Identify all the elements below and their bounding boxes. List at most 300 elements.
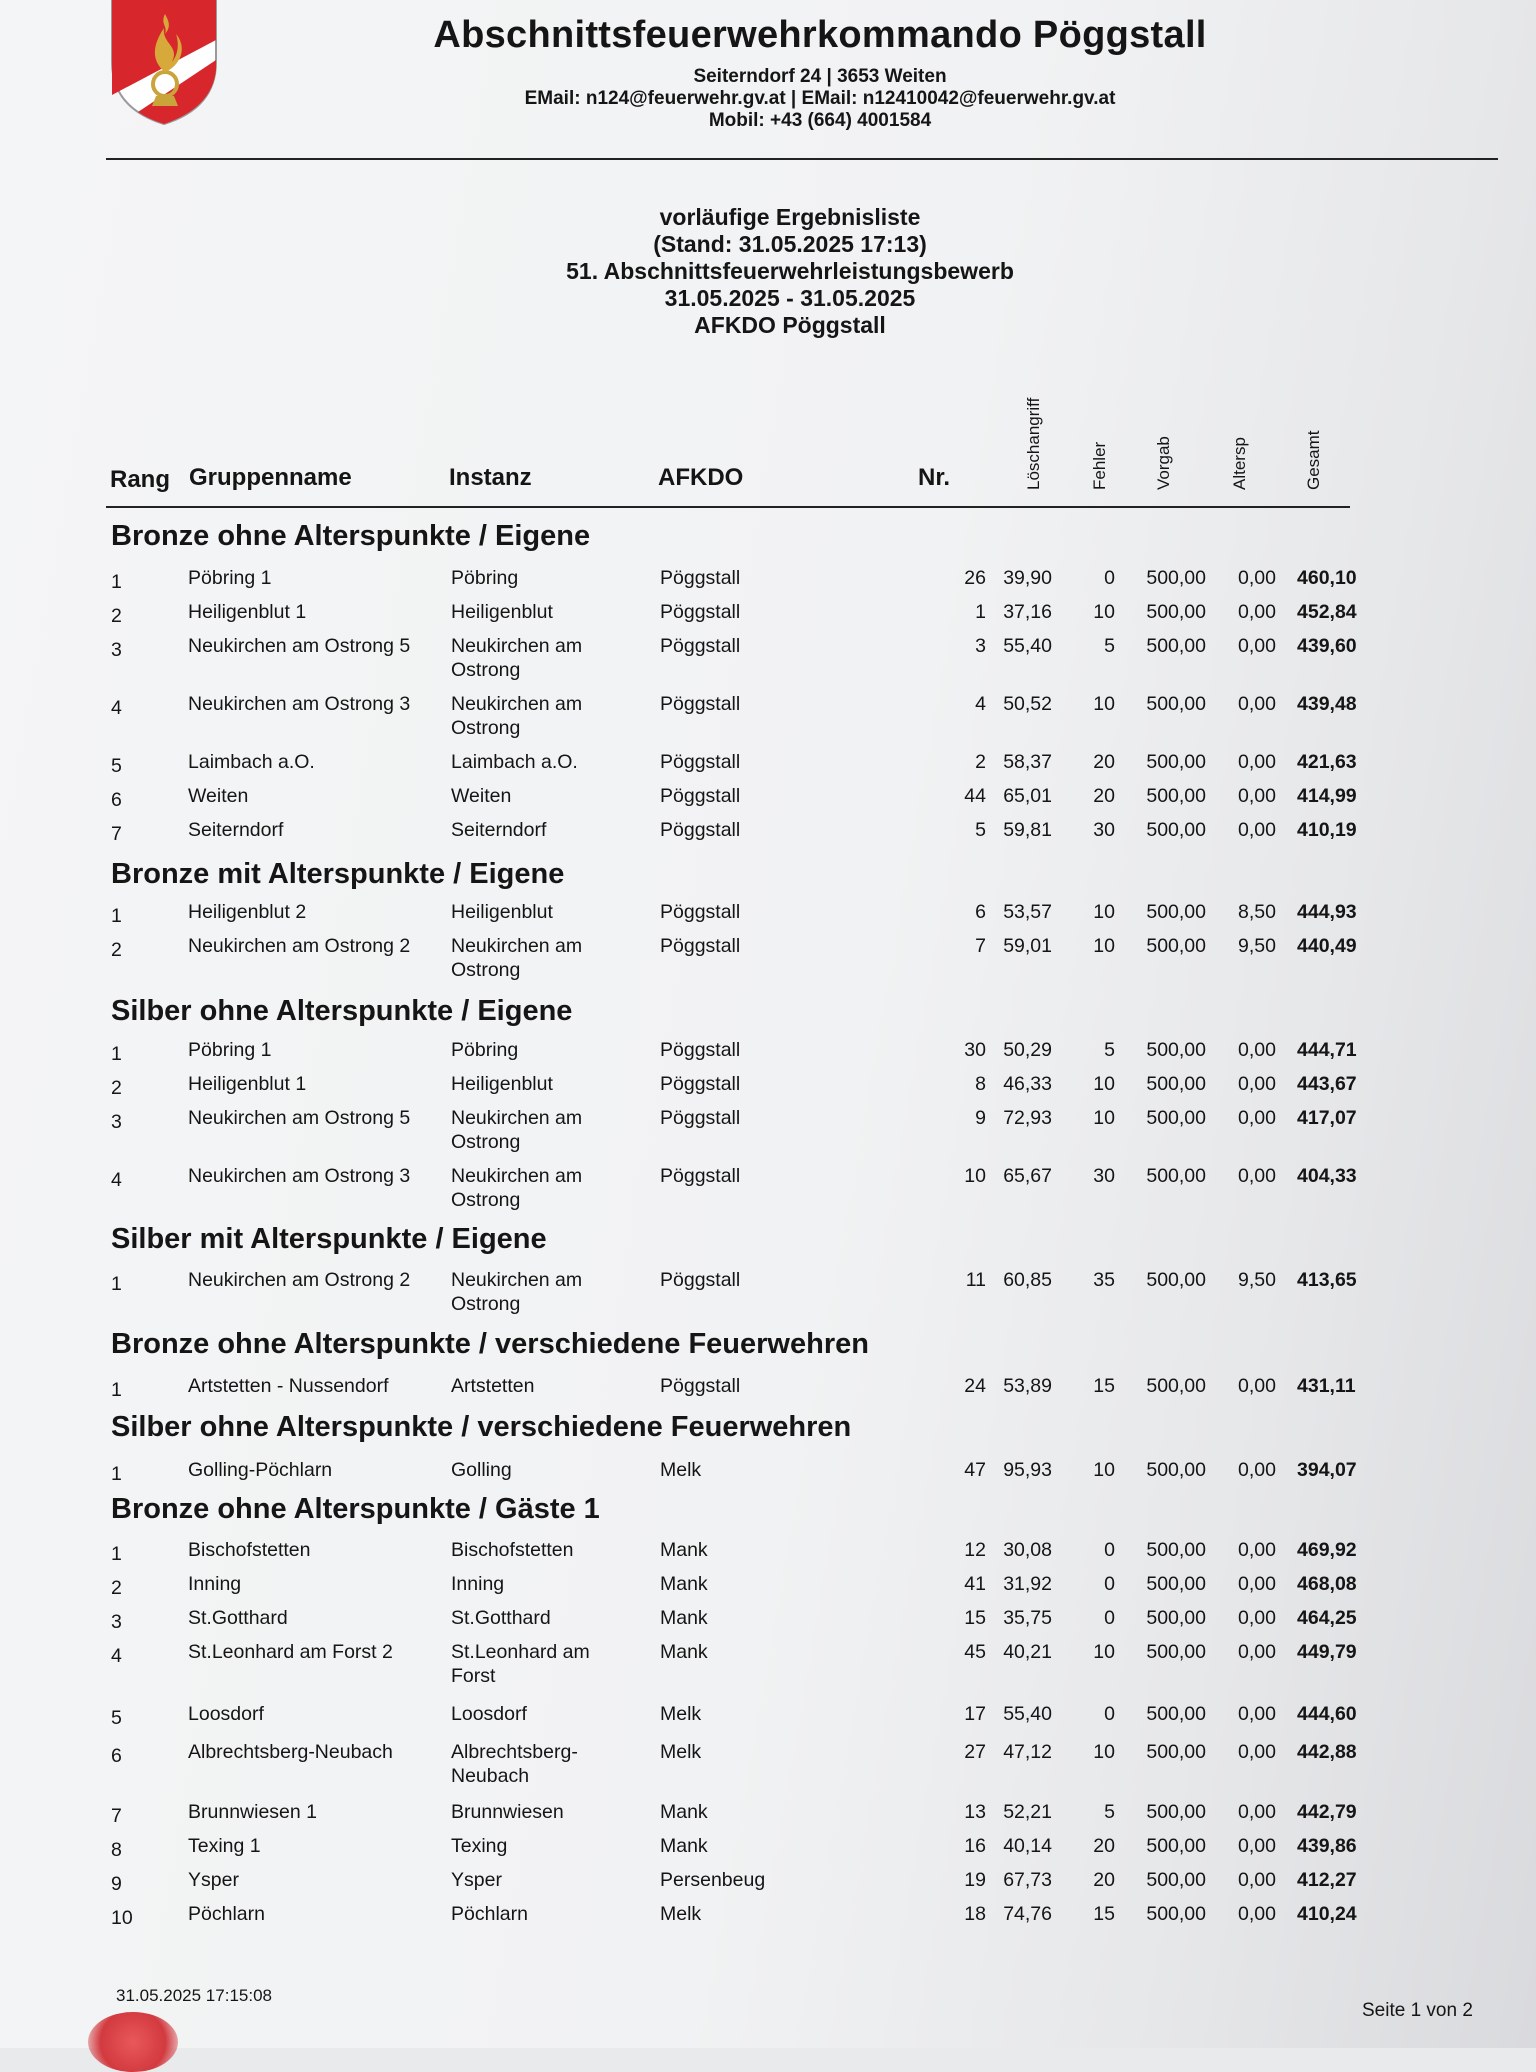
nr-cell: 12: [964, 1539, 986, 1561]
rang-cell: 4: [111, 697, 122, 719]
afkdo-cell: Pöggstall: [660, 601, 741, 623]
group-name-cell: Heiligenblut 1: [188, 1073, 307, 1095]
gesamt-cell: 449,79: [1297, 1641, 1357, 1663]
section-title: Bronze ohne Alterspunkte / verschiedene Feuerwehren: [111, 1328, 869, 1360]
loeschangriff-cell: 40,21: [1003, 1641, 1052, 1663]
nr-cell: 45: [964, 1641, 986, 1663]
afkdo-cell: Pöggstall: [660, 1269, 741, 1291]
gesamt-cell: 410,24: [1297, 1903, 1357, 1925]
group-name-cell: Neukirchen am Ostrong 5: [188, 635, 411, 657]
group-name-cell: Bischofstetten: [188, 1539, 311, 1561]
instanz-cell-line2: Neubach: [451, 1765, 530, 1787]
fehler-cell: 0: [1104, 1607, 1115, 1629]
col-header-vorgab: Vorgab: [1154, 436, 1173, 490]
fehler-cell: 10: [1093, 1459, 1115, 1481]
afkdo-cell: Pöggstall: [660, 935, 741, 957]
group-name-cell: Neukirchen am Ostrong 3: [188, 1165, 411, 1187]
gesamt-cell: 460,10: [1297, 567, 1357, 589]
section-title: Silber ohne Alterspunkte / Eigene: [111, 995, 573, 1027]
nr-cell: 41: [964, 1573, 986, 1595]
group-name-cell: Brunnwiesen 1: [188, 1801, 317, 1823]
nr-cell: 1: [975, 601, 986, 623]
fehler-cell: 10: [1093, 693, 1115, 715]
instanz-cell-line2: Ostrong: [451, 1131, 521, 1153]
afkdo-cell: Pöggstall: [660, 1107, 741, 1129]
altersp-cell: 0,00: [1238, 1903, 1276, 1925]
rang-cell: 6: [111, 1745, 122, 1767]
altersp-cell: 0,00: [1238, 1165, 1276, 1187]
rang-cell: 4: [111, 1645, 122, 1667]
vorgab-cell: 500,00: [1146, 1107, 1206, 1129]
nr-cell: 8: [975, 1073, 986, 1095]
group-name-cell: Artstetten - Nussendorf: [188, 1375, 389, 1397]
gesamt-cell: 444,71: [1297, 1039, 1357, 1061]
fehler-cell: 5: [1104, 1039, 1115, 1061]
altersp-cell: 0,00: [1238, 1835, 1276, 1857]
fehler-cell: 5: [1104, 1801, 1115, 1823]
loeschangriff-cell: 72,93: [1003, 1107, 1052, 1129]
instanz-cell: Ysper: [451, 1869, 502, 1891]
title-line-3: 51. Abschnittsfeuerwehrleistungsbewerb: [566, 258, 1014, 284]
altersp-cell: 0,00: [1238, 1375, 1276, 1397]
fehler-cell: 20: [1093, 1835, 1115, 1857]
gesamt-cell: 394,07: [1297, 1459, 1357, 1481]
altersp-cell: 0,00: [1238, 1573, 1276, 1595]
finger-shadow: [88, 2012, 178, 2072]
altersp-cell: 0,00: [1238, 819, 1276, 841]
gesamt-cell: 469,92: [1297, 1539, 1357, 1561]
fehler-cell: 30: [1093, 1165, 1115, 1187]
nr-cell: 15: [964, 1607, 986, 1629]
rang-cell: 1: [111, 1463, 122, 1485]
gesamt-cell: 412,27: [1297, 1869, 1357, 1891]
altersp-cell: 0,00: [1238, 693, 1276, 715]
fire-brigade-crest-icon: [108, 0, 220, 126]
altersp-cell: 0,00: [1238, 567, 1276, 589]
fehler-cell: 10: [1093, 935, 1115, 957]
nr-cell: 47: [964, 1459, 986, 1481]
fehler-cell: 20: [1093, 1869, 1115, 1891]
nr-cell: 30: [964, 1039, 986, 1061]
vorgab-cell: 500,00: [1146, 819, 1206, 841]
rang-cell: 5: [111, 1707, 122, 1729]
rang-cell: 1: [111, 905, 122, 927]
gesamt-cell: 452,84: [1297, 601, 1357, 623]
rang-cell: 3: [111, 1111, 122, 1133]
afkdo-cell: Melk: [660, 1459, 702, 1481]
altersp-cell: 0,00: [1238, 751, 1276, 773]
fehler-cell: 15: [1093, 1375, 1115, 1397]
vorgab-cell: 500,00: [1146, 1801, 1206, 1823]
instanz-cell: Pöbring: [451, 567, 519, 589]
vorgab-cell: 500,00: [1146, 1375, 1206, 1397]
rang-cell: 4: [111, 1169, 122, 1191]
nr-cell: 27: [964, 1741, 986, 1763]
loeschangriff-cell: 67,73: [1003, 1869, 1052, 1891]
fehler-cell: 0: [1104, 1703, 1115, 1725]
afkdo-cell: Pöggstall: [660, 751, 741, 773]
vorgab-cell: 500,00: [1146, 1641, 1206, 1663]
org-email: EMail: n124@feuerwehr.gv.at | EMail: n12410042@feuerwehr.gv.at: [524, 88, 1116, 109]
title-line-2: (Stand: 31.05.2025 17:13): [653, 231, 927, 257]
altersp-cell: 9,50: [1238, 1269, 1276, 1291]
loeschangriff-cell: 58,37: [1003, 751, 1052, 773]
fehler-cell: 10: [1093, 1073, 1115, 1095]
fehler-cell: 20: [1093, 785, 1115, 807]
group-name-cell: Loosdorf: [188, 1703, 264, 1725]
group-name-cell: St.Gotthard: [188, 1607, 288, 1629]
loeschangriff-cell: 55,40: [1003, 1703, 1052, 1725]
gesamt-cell: 431,11: [1297, 1375, 1356, 1397]
loeschangriff-cell: 39,90: [1003, 567, 1052, 589]
group-name-cell: Neukirchen am Ostrong 5: [188, 1107, 411, 1129]
loeschangriff-cell: 95,93: [1003, 1459, 1052, 1481]
vorgab-cell: 500,00: [1146, 785, 1206, 807]
loeschangriff-cell: 53,57: [1003, 901, 1052, 923]
col-header-nr: Nr.: [918, 464, 951, 491]
print-timestamp: 31.05.2025 17:15:08: [116, 1986, 272, 2005]
loeschangriff-cell: 50,29: [1003, 1039, 1052, 1061]
fehler-cell: 0: [1104, 1539, 1115, 1561]
afkdo-cell: Mank: [660, 1573, 708, 1595]
instanz-cell: Neukirchen am: [451, 935, 583, 957]
gesamt-cell: 442,88: [1297, 1741, 1357, 1763]
header-divider: [106, 158, 1498, 160]
fehler-cell: 10: [1093, 601, 1115, 623]
nr-cell: 19: [964, 1869, 986, 1891]
vorgab-cell: 500,00: [1146, 601, 1206, 623]
instanz-cell-line2: Forst: [451, 1665, 496, 1687]
altersp-cell: 0,00: [1238, 1703, 1276, 1725]
altersp-cell: 0,00: [1238, 1039, 1276, 1061]
gesamt-cell: 443,67: [1297, 1073, 1357, 1095]
rang-cell: 1: [111, 1379, 122, 1401]
instanz-cell: Neukirchen am: [451, 1269, 583, 1291]
nr-cell: 13: [964, 1801, 986, 1823]
gesamt-cell: 444,93: [1297, 901, 1357, 923]
rang-cell: 2: [111, 939, 122, 961]
org-address: Seiterndorf 24 | 3653 Weiten: [693, 66, 947, 87]
afkdo-cell: Pöggstall: [660, 901, 741, 923]
page-indicator: Seite 1 von 2: [1362, 2000, 1473, 2021]
afkdo-cell: Pöggstall: [660, 1073, 741, 1095]
nr-cell: 26: [964, 567, 986, 589]
afkdo-cell: Pöggstall: [660, 1165, 741, 1187]
altersp-cell: 0,00: [1238, 601, 1276, 623]
rang-cell: 5: [111, 755, 122, 777]
loeschangriff-cell: 46,33: [1003, 1073, 1052, 1095]
instanz-cell: Pöchlarn: [451, 1903, 528, 1925]
vorgab-cell: 500,00: [1146, 1869, 1206, 1891]
fehler-cell: 0: [1104, 567, 1115, 589]
afkdo-cell: Pöggstall: [660, 785, 741, 807]
col-header-fehler: Fehler: [1090, 441, 1109, 490]
loeschangriff-cell: 55,40: [1003, 635, 1052, 657]
group-name-cell: Texing 1: [188, 1835, 261, 1857]
nr-cell: 18: [964, 1903, 986, 1925]
instanz-cell-line2: Ostrong: [451, 1293, 521, 1315]
col-header-instanz: Instanz: [449, 464, 532, 491]
vorgab-cell: 500,00: [1146, 1573, 1206, 1595]
altersp-cell: 0,00: [1238, 1073, 1276, 1095]
section-title: Silber mit Alterspunkte / Eigene: [111, 1223, 547, 1255]
loeschangriff-cell: 52,21: [1003, 1801, 1052, 1823]
section-title: Silber ohne Alterspunkte / verschiedene Feuerwehren: [111, 1411, 852, 1443]
instanz-cell: Laimbach a.O.: [451, 751, 578, 773]
nr-cell: 10: [964, 1165, 986, 1187]
instanz-cell: Heiligenblut: [451, 601, 553, 623]
afkdo-cell: Pöggstall: [660, 567, 741, 589]
instanz-cell: Texing: [451, 1835, 508, 1857]
rang-cell: 1: [111, 1273, 122, 1295]
group-name-cell: Neukirchen am Ostrong 2: [188, 1269, 411, 1291]
loeschangriff-cell: 59,01: [1003, 935, 1052, 957]
afkdo-cell: Pöggstall: [660, 693, 741, 715]
instanz-cell: Neukirchen am: [451, 693, 583, 715]
group-name-cell: Ysper: [188, 1869, 239, 1891]
group-name-cell: Inning: [188, 1573, 242, 1595]
vorgab-cell: 500,00: [1146, 693, 1206, 715]
instanz-cell: St.Gotthard: [451, 1607, 551, 1629]
loeschangriff-cell: 59,81: [1003, 819, 1052, 841]
altersp-cell: 8,50: [1238, 901, 1276, 923]
rang-cell: 1: [111, 1543, 122, 1565]
nr-cell: 9: [975, 1107, 986, 1129]
fehler-cell: 30: [1093, 819, 1115, 841]
vorgab-cell: 500,00: [1146, 1741, 1206, 1763]
instanz-cell: Seiterndorf: [451, 819, 547, 841]
afkdo-cell: Pöggstall: [660, 635, 741, 657]
group-name-cell: Neukirchen am Ostrong 2: [188, 935, 411, 957]
afkdo-cell: Mank: [660, 1641, 708, 1663]
instanz-cell: Golling: [451, 1459, 512, 1481]
instanz-cell: Inning: [451, 1573, 505, 1595]
altersp-cell: 0,00: [1238, 1869, 1276, 1891]
vorgab-cell: 500,00: [1146, 1539, 1206, 1561]
rang-cell: 8: [111, 1839, 122, 1861]
instanz-cell: Loosdorf: [451, 1703, 527, 1725]
instanz-cell: Albrechtsberg-: [451, 1741, 578, 1763]
title-line-1: vorläufige Ergebnisliste: [659, 204, 921, 230]
fehler-cell: 5: [1104, 635, 1115, 657]
instanz-cell: Brunnwiesen: [451, 1801, 564, 1823]
fehler-cell: 20: [1093, 751, 1115, 773]
group-name-cell: Laimbach a.O.: [188, 751, 315, 773]
loeschangriff-cell: 65,01: [1003, 785, 1052, 807]
instanz-cell: Pöbring: [451, 1039, 519, 1061]
afkdo-cell: Persenbeug: [660, 1869, 766, 1891]
group-name-cell: Weiten: [188, 785, 249, 807]
gesamt-cell: 439,86: [1297, 1835, 1357, 1857]
vorgab-cell: 500,00: [1146, 1835, 1206, 1857]
rang-cell: 1: [111, 1043, 122, 1065]
vorgab-cell: 500,00: [1146, 1459, 1206, 1481]
rang-cell: 2: [111, 1077, 122, 1099]
group-name-cell: Heiligenblut 2: [188, 901, 307, 923]
group-name-cell: Pöchlarn: [188, 1903, 265, 1925]
fehler-cell: 15: [1093, 1903, 1115, 1925]
altersp-cell: 0,00: [1238, 635, 1276, 657]
col-header-gruppenname: Gruppenname: [189, 464, 352, 491]
col-header-altersp: Altersp: [1230, 437, 1249, 490]
loeschangriff-cell: 65,67: [1003, 1165, 1052, 1187]
instanz-cell: Weiten: [451, 785, 512, 807]
fehler-cell: 10: [1093, 1741, 1115, 1763]
afkdo-cell: Pöggstall: [660, 1039, 741, 1061]
gesamt-cell: 404,33: [1297, 1165, 1357, 1187]
altersp-cell: 0,00: [1238, 1459, 1276, 1481]
afkdo-cell: Pöggstall: [660, 819, 741, 841]
section-title: Bronze ohne Alterspunkte / Gäste 1: [111, 1493, 600, 1525]
instanz-cell: Neukirchen am: [451, 635, 583, 657]
loeschangriff-cell: 37,16: [1003, 601, 1052, 623]
instanz-cell: Bischofstetten: [451, 1539, 574, 1561]
nr-cell: 4: [975, 693, 986, 715]
vorgab-cell: 500,00: [1146, 1607, 1206, 1629]
rang-cell: 1: [111, 571, 122, 593]
group-name-cell: Heiligenblut 1: [188, 601, 307, 623]
altersp-cell: 0,00: [1238, 1539, 1276, 1561]
loeschangriff-cell: 35,75: [1003, 1607, 1052, 1629]
org-name: Abschnittsfeuerwehrkommando Pöggstall: [433, 14, 1207, 56]
altersp-cell: 0,00: [1238, 1741, 1276, 1763]
altersp-cell: 0,00: [1238, 1801, 1276, 1823]
afkdo-cell: Mank: [660, 1539, 708, 1561]
vorgab-cell: 500,00: [1146, 1903, 1206, 1925]
vorgab-cell: 500,00: [1146, 935, 1206, 957]
rang-cell: 7: [111, 1805, 122, 1827]
altersp-cell: 0,00: [1238, 1641, 1276, 1663]
fehler-cell: 10: [1093, 901, 1115, 923]
afkdo-cell: Mank: [660, 1835, 708, 1857]
afkdo-cell: Melk: [660, 1903, 702, 1925]
nr-cell: 5: [975, 819, 986, 841]
loeschangriff-cell: 47,12: [1003, 1741, 1052, 1763]
rang-cell: 9: [111, 1873, 122, 1895]
gesamt-cell: 410,19: [1297, 819, 1357, 841]
fehler-cell: 0: [1104, 1573, 1115, 1595]
nr-cell: 44: [964, 785, 986, 807]
instanz-cell-line2: Ostrong: [451, 959, 521, 981]
gesamt-cell: 444,60: [1297, 1703, 1357, 1725]
rang-cell: 7: [111, 823, 122, 845]
title-line-4: 31.05.2025 - 31.05.2025: [664, 285, 916, 311]
group-name-cell: Neukirchen am Ostrong 3: [188, 693, 411, 715]
nr-cell: 6: [975, 901, 986, 923]
instanz-cell: Heiligenblut: [451, 1073, 553, 1095]
rang-cell: 3: [111, 639, 122, 661]
afkdo-cell: Pöggstall: [660, 1375, 741, 1397]
loeschangriff-cell: 30,08: [1003, 1539, 1052, 1561]
vorgab-cell: 500,00: [1146, 1165, 1206, 1187]
loeschangriff-cell: 50,52: [1003, 693, 1052, 715]
altersp-cell: 0,00: [1238, 1607, 1276, 1629]
instanz-cell: Neukirchen am: [451, 1165, 583, 1187]
section-title: Bronze mit Alterspunkte / Eigene: [111, 858, 565, 890]
instanz-cell-line2: Ostrong: [451, 659, 521, 681]
rang-cell: 6: [111, 789, 122, 811]
col-header-loeschangriff: Löschangriff: [1024, 397, 1043, 490]
altersp-cell: 0,00: [1238, 785, 1276, 807]
instanz-cell-line2: Ostrong: [451, 1189, 521, 1211]
afkdo-cell: Mank: [660, 1607, 708, 1629]
gesamt-cell: 417,07: [1297, 1107, 1357, 1129]
group-name-cell: Pöbring 1: [188, 1039, 272, 1061]
gesamt-cell: 464,25: [1297, 1607, 1357, 1629]
gesamt-cell: 442,79: [1297, 1801, 1357, 1823]
nr-cell: 16: [964, 1835, 986, 1857]
group-name-cell: Golling-Pöchlarn: [188, 1459, 333, 1481]
table-header-divider: [106, 506, 1350, 508]
gesamt-cell: 421,63: [1297, 751, 1357, 773]
group-name-cell: Albrechtsberg-Neubach: [188, 1741, 393, 1763]
vorgab-cell: 500,00: [1146, 1269, 1206, 1291]
group-name-cell: Pöbring 1: [188, 567, 272, 589]
gesamt-cell: 468,08: [1297, 1573, 1357, 1595]
nr-cell: 24: [964, 1375, 986, 1397]
title-line-5: AFKDO Pöggstall: [694, 312, 886, 338]
rang-cell: 2: [111, 605, 122, 627]
vorgab-cell: 500,00: [1146, 1703, 1206, 1725]
rang-cell: 2: [111, 1577, 122, 1599]
group-name-cell: St.Leonhard am Forst 2: [188, 1641, 393, 1663]
col-header-afkdo: AFKDO: [658, 464, 744, 491]
instanz-cell: Heiligenblut: [451, 901, 553, 923]
col-header-gesamt: Gesamt: [1304, 430, 1323, 490]
altersp-cell: 0,00: [1238, 1107, 1276, 1129]
loeschangriff-cell: 53,89: [1003, 1375, 1052, 1397]
gesamt-cell: 413,65: [1297, 1269, 1357, 1291]
vorgab-cell: 500,00: [1146, 901, 1206, 923]
gesamt-cell: 440,49: [1297, 935, 1357, 957]
rang-cell: 10: [111, 1907, 133, 1929]
afkdo-cell: Melk: [660, 1703, 702, 1725]
loeschangriff-cell: 74,76: [1003, 1903, 1052, 1925]
fehler-cell: 10: [1093, 1107, 1115, 1129]
fehler-cell: 35: [1093, 1269, 1115, 1291]
altersp-cell: 9,50: [1238, 935, 1276, 957]
vorgab-cell: 500,00: [1146, 567, 1206, 589]
afkdo-cell: Melk: [660, 1741, 702, 1763]
org-mobile: Mobil: +43 (664) 4001584: [708, 110, 932, 131]
nr-cell: 17: [964, 1703, 986, 1725]
instanz-cell-line2: Ostrong: [451, 717, 521, 739]
rang-cell: 3: [111, 1611, 122, 1633]
section-title: Bronze ohne Alterspunkte / Eigene: [111, 520, 591, 552]
loeschangriff-cell: 31,92: [1003, 1573, 1052, 1595]
gesamt-cell: 439,48: [1297, 693, 1357, 715]
loeschangriff-cell: 40,14: [1003, 1835, 1052, 1857]
instanz-cell: Artstetten: [451, 1375, 535, 1397]
afkdo-cell: Mank: [660, 1801, 708, 1823]
gesamt-cell: 414,99: [1297, 785, 1357, 807]
instanz-cell: Neukirchen am: [451, 1107, 583, 1129]
nr-cell: 2: [975, 751, 986, 773]
nr-cell: 3: [975, 635, 986, 657]
col-header-rang: Rang: [110, 466, 170, 493]
fehler-cell: 10: [1093, 1641, 1115, 1663]
group-name-cell: Seiterndorf: [188, 819, 284, 841]
vorgab-cell: 500,00: [1146, 1039, 1206, 1061]
gesamt-cell: 439,60: [1297, 635, 1357, 657]
instanz-cell: St.Leonhard am: [451, 1641, 590, 1663]
nr-cell: 7: [975, 935, 986, 957]
vorgab-cell: 500,00: [1146, 1073, 1206, 1095]
loeschangriff-cell: 60,85: [1003, 1269, 1052, 1291]
nr-cell: 11: [965, 1269, 986, 1291]
vorgab-cell: 500,00: [1146, 635, 1206, 657]
vorgab-cell: 500,00: [1146, 751, 1206, 773]
